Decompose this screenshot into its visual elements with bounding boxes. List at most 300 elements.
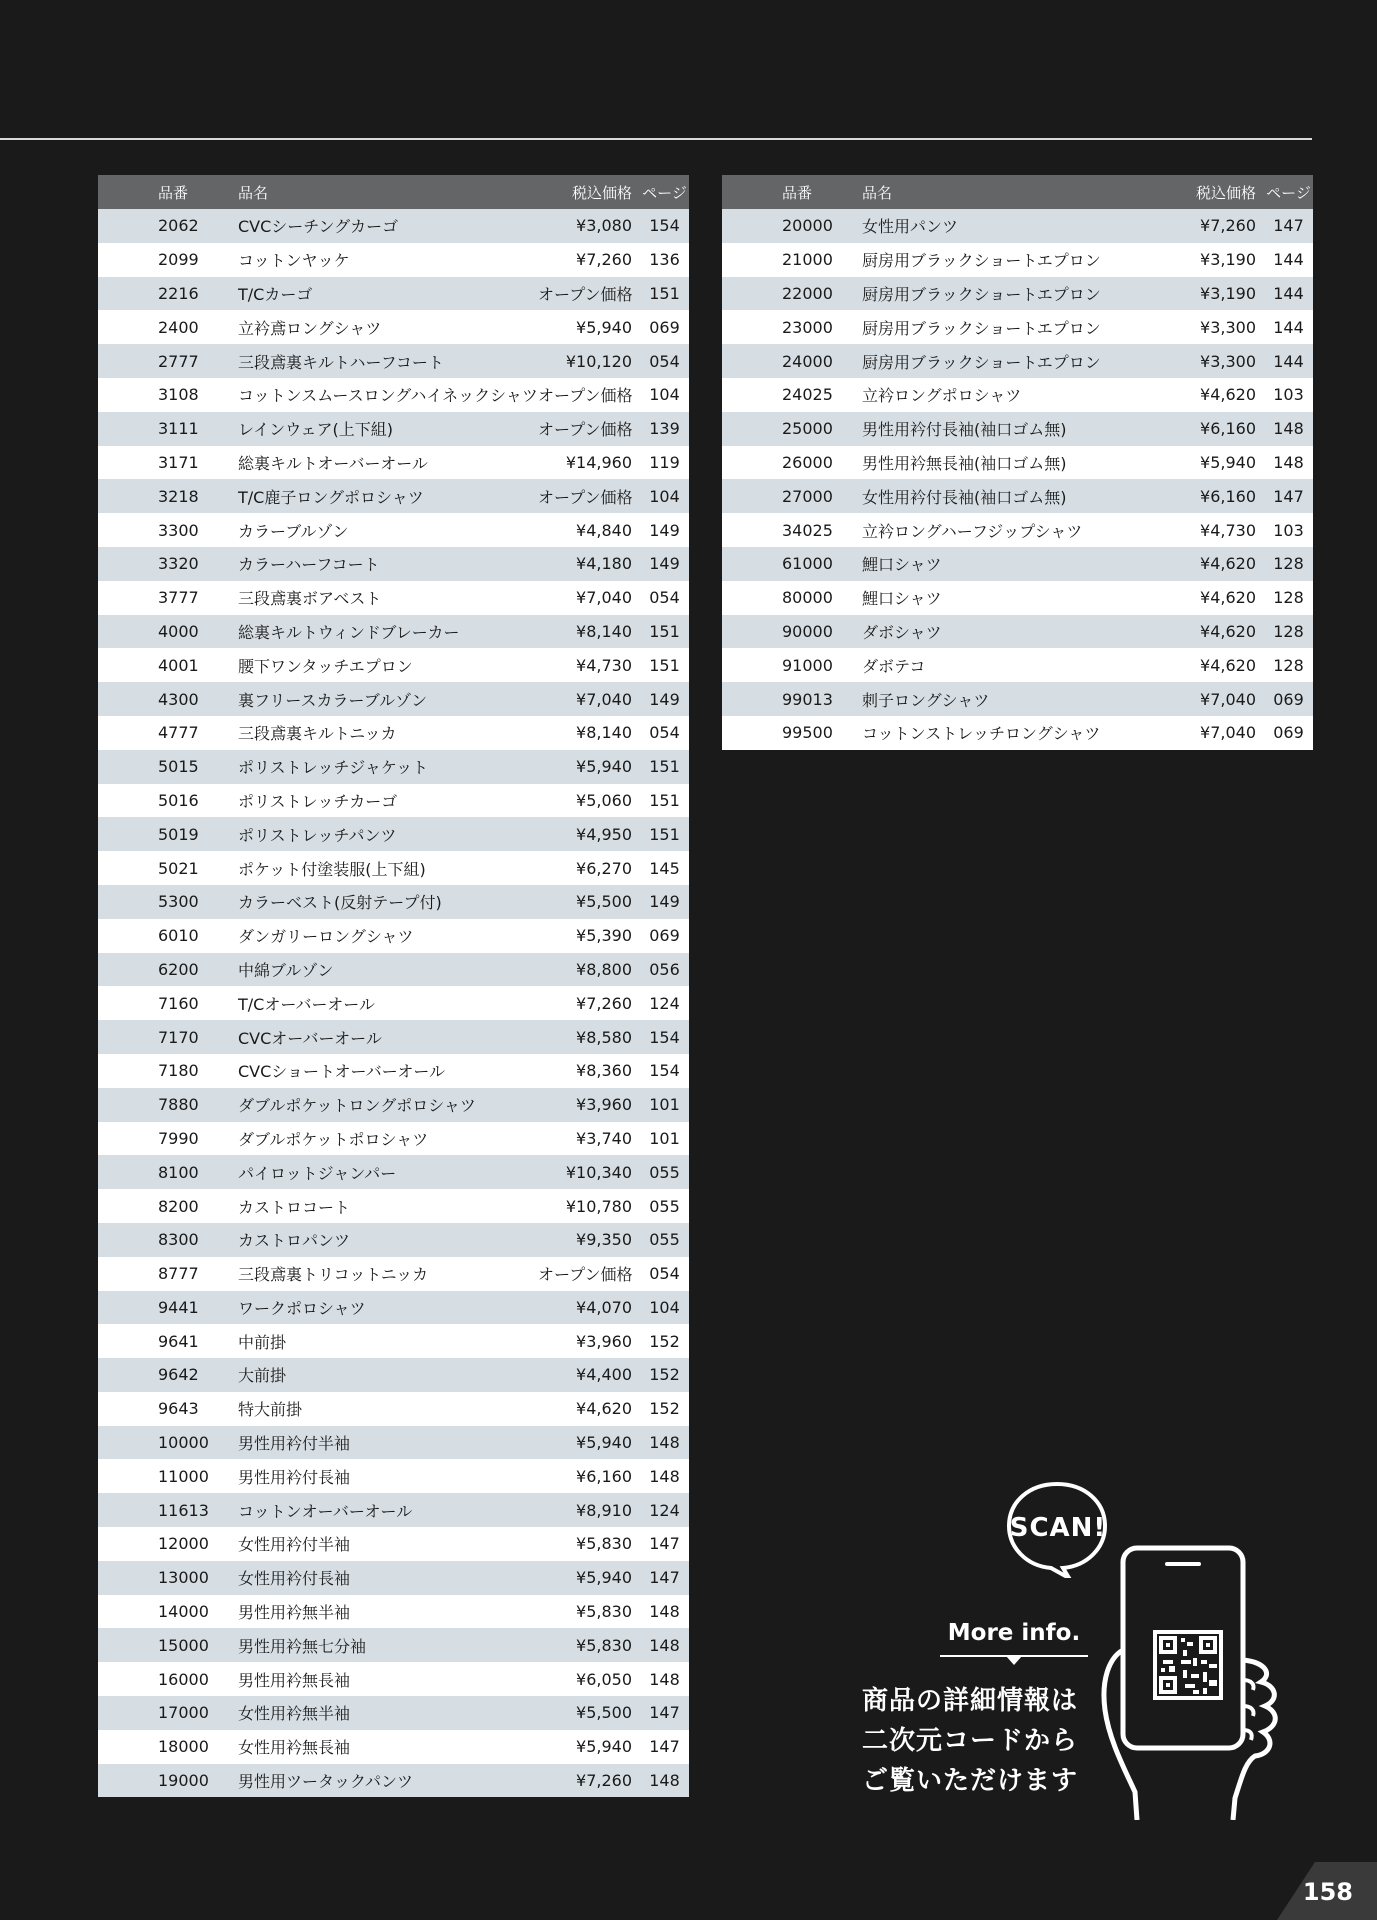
table-row [98, 310, 689, 344]
cell-code: 11000 [98, 1459, 226, 1493]
cell-price: ¥6,160 [1162, 412, 1264, 446]
cell-price: ¥5,500 [538, 1696, 640, 1730]
cell-page: 148 [640, 1595, 689, 1629]
cell-page: 151 [640, 615, 689, 649]
cell-code: 2216 [98, 277, 226, 311]
cell-name: 裏フリースカラーブルゾン [226, 682, 538, 716]
scan-label: SCAN! [1009, 1513, 1107, 1543]
cell-price: オープン価格 [538, 378, 640, 412]
cell-name: 立衿ロングハーフジップシャツ [850, 513, 1162, 547]
table-body-left [98, 209, 689, 1797]
cell-page: 101 [640, 1122, 689, 1156]
cell-name: 中前掛 [226, 1324, 538, 1358]
table-row [722, 581, 1313, 615]
cell-page: 147 [1264, 209, 1313, 243]
cell-code: 4300 [98, 682, 226, 716]
cell-page: 144 [1264, 310, 1313, 344]
cell-price: ¥3,740 [538, 1122, 640, 1156]
cell-name: ダボテコ [850, 648, 1162, 682]
cell-price: ¥5,940 [538, 1561, 640, 1595]
cell-code: 34025 [722, 513, 850, 547]
table-body-right [722, 209, 1313, 750]
cell-code: 5021 [98, 851, 226, 885]
cell-name: T/Cカーゴ [226, 277, 538, 311]
cell-code: 24025 [722, 378, 850, 412]
cell-price: ¥4,840 [538, 513, 640, 547]
cell-page: 104 [640, 1291, 689, 1325]
table-row [98, 750, 689, 784]
cell-page: 151 [640, 648, 689, 682]
cell-code: 9642 [98, 1358, 226, 1392]
table-row [722, 277, 1313, 311]
cell-price: ¥7,040 [1162, 716, 1264, 750]
cell-page: 054 [640, 344, 689, 378]
cell-page: 054 [640, 1257, 689, 1291]
cell-code: 2777 [98, 344, 226, 378]
price-table-left [98, 175, 689, 1797]
table-row [98, 1189, 689, 1223]
cell-page: 145 [640, 851, 689, 885]
table-row [98, 716, 689, 750]
cell-name: 女性用衿無半袖 [226, 1696, 538, 1730]
table-row [722, 716, 1313, 750]
cell-code: 9641 [98, 1324, 226, 1358]
cell-code: 14000 [98, 1595, 226, 1629]
promo-text-line-1: 商品の詳細情報は [862, 1686, 1079, 1716]
cell-name: 三段鳶裏キルトハーフコート [226, 344, 538, 378]
table-row [98, 1628, 689, 1662]
cell-page: 069 [640, 919, 689, 953]
table-row [98, 648, 689, 682]
cell-page: 148 [640, 1628, 689, 1662]
cell-page: 055 [640, 1189, 689, 1223]
cell-price: ¥4,950 [538, 817, 640, 851]
cell-code: 2400 [98, 310, 226, 344]
cell-page: 149 [640, 885, 689, 919]
table-row [98, 1155, 689, 1189]
cell-page: 069 [1264, 716, 1313, 750]
cell-price: ¥6,160 [1162, 479, 1264, 513]
table-row [722, 310, 1313, 344]
cell-name: 鯉口シャツ [850, 581, 1162, 615]
cell-price: ¥7,260 [538, 1764, 640, 1798]
cell-name: カストロパンツ [226, 1223, 538, 1257]
cell-price: ¥4,180 [538, 547, 640, 581]
cell-name: 大前掛 [226, 1358, 538, 1392]
cell-name: ダブルポケットロングポロシャツ [226, 1088, 538, 1122]
cell-name: コットンスムースロングハイネックシャツ [226, 378, 538, 412]
table-row [722, 547, 1313, 581]
cell-code: 3108 [98, 378, 226, 412]
table-row [98, 1459, 689, 1493]
table-row [98, 851, 689, 885]
cell-name: 女性用衿無長袖 [226, 1730, 538, 1764]
table-row [98, 919, 689, 953]
cell-name: 立衿鳶ロングシャツ [226, 310, 538, 344]
cell-name: カラーブルゾン [226, 513, 538, 547]
price-table-right [722, 175, 1313, 750]
cell-page: 148 [640, 1426, 689, 1460]
table-row [98, 885, 689, 919]
table-row [98, 209, 689, 243]
table-header-row [722, 175, 1313, 209]
cell-price: ¥5,940 [538, 310, 640, 344]
cell-page: 154 [640, 1020, 689, 1054]
cell-page: 149 [640, 682, 689, 716]
cell-name: 鯉口シャツ [850, 547, 1162, 581]
table-row [98, 1223, 689, 1257]
cell-page: 151 [640, 784, 689, 818]
cell-code: 7990 [98, 1122, 226, 1156]
table-row [722, 648, 1313, 682]
cell-name: 厨房用ブラックショートエプロン [850, 344, 1162, 378]
table-row [98, 1324, 689, 1358]
cell-code: 80000 [722, 581, 850, 615]
cell-code: 11613 [98, 1493, 226, 1527]
top-divider [0, 138, 1312, 140]
cell-price: ¥5,940 [538, 1426, 640, 1460]
cell-price: ¥10,780 [538, 1189, 640, 1223]
cell-name: CVCシーチングカーゴ [226, 209, 538, 243]
table-row [98, 378, 689, 412]
cell-price: ¥14,960 [538, 446, 640, 480]
cell-page: 148 [640, 1662, 689, 1696]
cell-name: 三段鳶裏キルトニッカ [226, 716, 538, 750]
header-page: ページ [1264, 175, 1313, 209]
cell-price: ¥7,260 [538, 986, 640, 1020]
cell-price: ¥9,350 [538, 1223, 640, 1257]
cell-code: 25000 [722, 412, 850, 446]
table-row [722, 513, 1313, 547]
cell-name: コットンヤッケ [226, 243, 538, 277]
cell-price: ¥8,800 [538, 953, 640, 987]
cell-page: 148 [1264, 412, 1313, 446]
table-row [98, 1088, 689, 1122]
header-name: 品名 [226, 175, 538, 209]
table-row [722, 615, 1313, 649]
table-row [98, 1358, 689, 1392]
cell-code: 3320 [98, 547, 226, 581]
header-page: ページ [640, 175, 689, 209]
cell-name: パイロットジャンパー [226, 1155, 538, 1189]
promo-text-line-2: 二次元コードから [862, 1726, 1079, 1756]
table-row [98, 547, 689, 581]
cell-name: 総裏キルトオーバーオール [226, 446, 538, 480]
cell-price: ¥3,080 [538, 209, 640, 243]
cell-page: 128 [1264, 581, 1313, 615]
cell-page: 152 [640, 1392, 689, 1426]
more-info-label: More info. [947, 1620, 1081, 1646]
cell-page: 154 [640, 1054, 689, 1088]
cell-price: ¥5,390 [538, 919, 640, 953]
table-row [98, 1257, 689, 1291]
cell-code: 9643 [98, 1392, 226, 1426]
header-price: 税込価格 [1162, 175, 1264, 209]
cell-page: 149 [640, 547, 689, 581]
cell-code: 10000 [98, 1426, 226, 1460]
cell-name: カラーベスト(反射テープ付) [226, 885, 538, 919]
cell-page: 128 [1264, 648, 1313, 682]
cell-name: 腰下ワンタッチエプロン [226, 648, 538, 682]
cell-code: 2099 [98, 243, 226, 277]
table-row [98, 1392, 689, 1426]
cell-price: オープン価格 [538, 1257, 640, 1291]
cell-page: 147 [640, 1696, 689, 1730]
cell-code: 2062 [98, 209, 226, 243]
table-row [98, 1020, 689, 1054]
cell-page: 103 [1264, 378, 1313, 412]
cell-page: 148 [1264, 446, 1313, 480]
cell-page: 128 [1264, 615, 1313, 649]
cell-name: 立衿ロングポロシャツ [850, 378, 1162, 412]
cell-price: ¥7,040 [538, 581, 640, 615]
cell-page: 104 [640, 378, 689, 412]
cell-page: 149 [640, 513, 689, 547]
cell-price: ¥5,830 [538, 1527, 640, 1561]
cell-name: 男性用ツータックパンツ [226, 1764, 538, 1798]
table-row [722, 378, 1313, 412]
table-row [722, 446, 1313, 480]
cell-code: 22000 [722, 277, 850, 311]
cell-page: 124 [640, 986, 689, 1020]
cell-code: 4000 [98, 615, 226, 649]
header-name: 品名 [850, 175, 1162, 209]
cell-code: 3300 [98, 513, 226, 547]
cell-name: 女性用衿付半袖 [226, 1527, 538, 1561]
cell-code: 7160 [98, 986, 226, 1020]
cell-code: 7880 [98, 1088, 226, 1122]
cell-page: 154 [640, 209, 689, 243]
cell-page: 104 [640, 479, 689, 513]
cell-page: 069 [1264, 682, 1313, 716]
cell-code: 99013 [722, 682, 850, 716]
cell-price: ¥10,120 [538, 344, 640, 378]
cell-page: 152 [640, 1358, 689, 1392]
page-number: 158 [1302, 1878, 1353, 1906]
table-row [98, 1122, 689, 1156]
cell-page: 151 [640, 817, 689, 851]
promo-text-line-3: ご覧いただけます [862, 1766, 1079, 1796]
cell-name: 男性用衿無七分袖 [226, 1628, 538, 1662]
cell-code: 5019 [98, 817, 226, 851]
cell-page: 151 [640, 277, 689, 311]
table-row [98, 1595, 689, 1629]
cell-price: ¥8,910 [538, 1493, 640, 1527]
cell-code: 6010 [98, 919, 226, 953]
cell-code: 3171 [98, 446, 226, 480]
cell-price: ¥10,340 [538, 1155, 640, 1189]
table-row [98, 1662, 689, 1696]
table-row [98, 682, 689, 716]
table-row [98, 277, 689, 311]
cell-page: 144 [1264, 344, 1313, 378]
cell-code: 5016 [98, 784, 226, 818]
table-row [722, 344, 1313, 378]
cell-price: ¥4,620 [1162, 615, 1264, 649]
table-row [98, 412, 689, 446]
cell-name: 女性用パンツ [850, 209, 1162, 243]
cell-name: T/C鹿子ロングポロシャツ [226, 479, 538, 513]
cell-code: 7180 [98, 1054, 226, 1088]
cell-name: レインウェア(上下組) [226, 412, 538, 446]
cell-price: ¥8,360 [538, 1054, 640, 1088]
cell-code: 26000 [722, 446, 850, 480]
cell-page: 119 [640, 446, 689, 480]
cell-code: 8300 [98, 1223, 226, 1257]
cell-code: 19000 [98, 1764, 226, 1798]
cell-name: ダンガリーロングシャツ [226, 919, 538, 953]
cell-price: ¥3,300 [1162, 310, 1264, 344]
phone-qr-hand-icon [1095, 1530, 1285, 1820]
cell-price: ¥6,270 [538, 851, 640, 885]
cell-price: ¥4,620 [1162, 547, 1264, 581]
cell-page: 101 [640, 1088, 689, 1122]
cell-price: ¥3,960 [538, 1324, 640, 1358]
table-row [98, 1730, 689, 1764]
cell-price: オープン価格 [538, 277, 640, 311]
table-row [722, 412, 1313, 446]
table-row [722, 682, 1313, 716]
cell-page: 144 [1264, 243, 1313, 277]
table-row [98, 615, 689, 649]
table-row [98, 817, 689, 851]
table-row [98, 953, 689, 987]
cell-name: カラーハーフコート [226, 547, 538, 581]
cell-price: ¥7,040 [538, 682, 640, 716]
cell-page: 148 [640, 1459, 689, 1493]
cell-price: ¥4,400 [538, 1358, 640, 1392]
cell-code: 61000 [722, 547, 850, 581]
cell-page: 151 [640, 750, 689, 784]
cell-page: 103 [1264, 513, 1313, 547]
cell-price: ¥4,620 [538, 1392, 640, 1426]
cell-code: 24000 [722, 344, 850, 378]
cell-page: 144 [1264, 277, 1313, 311]
cell-name: 女性用衿付長袖(袖口ゴム無) [850, 479, 1162, 513]
cell-price: ¥8,140 [538, 615, 640, 649]
cell-price: ¥4,730 [1162, 513, 1264, 547]
cell-code: 13000 [98, 1561, 226, 1595]
cell-code: 91000 [722, 648, 850, 682]
cell-name: 厨房用ブラックショートエプロン [850, 243, 1162, 277]
cell-name: コットンオーバーオール [226, 1493, 538, 1527]
cell-name: 男性用衿付半袖 [226, 1426, 538, 1460]
cell-page: 139 [640, 412, 689, 446]
cell-page: 055 [640, 1155, 689, 1189]
cell-name: 男性用衿無半袖 [226, 1595, 538, 1629]
cell-code: 4777 [98, 716, 226, 750]
cell-code: 5300 [98, 885, 226, 919]
table-row [98, 1054, 689, 1088]
cell-page: 147 [640, 1527, 689, 1561]
cell-name: 厨房用ブラックショートエプロン [850, 277, 1162, 311]
cell-code: 12000 [98, 1527, 226, 1561]
cell-name: ダブルポケットポロシャツ [226, 1122, 538, 1156]
cell-name: ポケット付塗装服(上下組) [226, 851, 538, 885]
cell-price: ¥5,940 [538, 1730, 640, 1764]
cell-price: ¥8,140 [538, 716, 640, 750]
table-row [98, 1426, 689, 1460]
cell-name: 男性用衿無長袖 [226, 1662, 538, 1696]
cell-price: ¥6,160 [538, 1459, 640, 1493]
cell-code: 16000 [98, 1662, 226, 1696]
cell-price: ¥4,620 [1162, 378, 1264, 412]
table-row [98, 986, 689, 1020]
header-code: 品番 [722, 175, 850, 209]
cell-code: 90000 [722, 615, 850, 649]
cell-name: ポリストレッチジャケット [226, 750, 538, 784]
cell-page: 136 [640, 243, 689, 277]
cell-page: 147 [640, 1561, 689, 1595]
cell-page: 128 [1264, 547, 1313, 581]
cell-price: ¥3,190 [1162, 243, 1264, 277]
table-row [98, 1493, 689, 1527]
cell-name: コットンストレッチロングシャツ [850, 716, 1162, 750]
cell-price: ¥5,940 [1162, 446, 1264, 480]
table-row [722, 209, 1313, 243]
cell-name: 総裏キルトウィンドブレーカー [226, 615, 538, 649]
cell-name: ダボシャツ [850, 615, 1162, 649]
cell-page: 147 [640, 1730, 689, 1764]
cell-price: ¥3,190 [1162, 277, 1264, 311]
cell-code: 9441 [98, 1291, 226, 1325]
cell-page: 148 [640, 1764, 689, 1798]
cell-code: 3777 [98, 581, 226, 615]
cell-name: ポリストレッチパンツ [226, 817, 538, 851]
table-row [98, 1527, 689, 1561]
cell-page: 056 [640, 953, 689, 987]
table-row [98, 1561, 689, 1595]
table-row [98, 1764, 689, 1798]
cell-price: オープン価格 [538, 479, 640, 513]
cell-price: ¥5,830 [538, 1595, 640, 1629]
cell-code: 5015 [98, 750, 226, 784]
cell-code: 3111 [98, 412, 226, 446]
cell-price: ¥7,260 [538, 243, 640, 277]
table-row [98, 479, 689, 513]
cell-price: ¥5,060 [538, 784, 640, 818]
cell-page: 069 [640, 310, 689, 344]
cell-name: 特大前掛 [226, 1392, 538, 1426]
cell-code: 99500 [722, 716, 850, 750]
cell-code: 27000 [722, 479, 850, 513]
cell-code: 6200 [98, 953, 226, 987]
qr-promo [840, 1470, 1290, 1820]
cell-name: 三段鳶裏ボアベスト [226, 581, 538, 615]
cell-price: ¥5,830 [538, 1628, 640, 1662]
cell-code: 4001 [98, 648, 226, 682]
table-row [98, 784, 689, 818]
cell-price: ¥5,940 [538, 750, 640, 784]
cell-page: 055 [640, 1223, 689, 1257]
cell-name: ワークポロシャツ [226, 1291, 538, 1325]
table-row [98, 1291, 689, 1325]
cell-code: 18000 [98, 1730, 226, 1764]
cell-page: 152 [640, 1324, 689, 1358]
cell-code: 20000 [722, 209, 850, 243]
cell-page: 147 [1264, 479, 1313, 513]
cell-price: ¥7,040 [1162, 682, 1264, 716]
cell-code: 8100 [98, 1155, 226, 1189]
table-row [98, 446, 689, 480]
cell-name: CVCオーバーオール [226, 1020, 538, 1054]
cell-page: 124 [640, 1493, 689, 1527]
table-row [98, 513, 689, 547]
cell-price: ¥6,050 [538, 1662, 640, 1696]
table-row [98, 344, 689, 378]
cell-code: 8777 [98, 1257, 226, 1291]
cell-price: ¥8,580 [538, 1020, 640, 1054]
